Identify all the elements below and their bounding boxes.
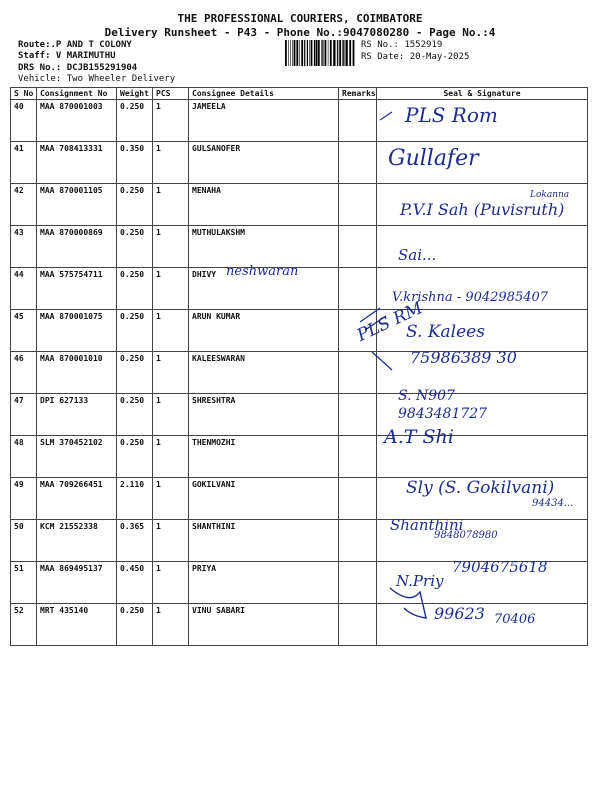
cell-pcs: 1 — [153, 604, 189, 646]
cell-sno: 45 — [11, 310, 37, 352]
col-header-consignment: Consignment No — [37, 88, 117, 100]
cell-sno: 48 — [11, 436, 37, 478]
cell-consignment: MAA 870001010 — [37, 352, 117, 394]
handwritten-note-47: S. N907 — [398, 388, 455, 404]
cell-consignee: VINU SABARI — [189, 604, 339, 646]
cell-weight: 0.250 — [117, 268, 153, 310]
cell-weight: 0.250 — [117, 100, 153, 142]
handwritten-signature-43: Sai... — [398, 246, 437, 264]
cell-sno: 46 — [11, 352, 37, 394]
cell-consignment: DPI 627133 — [37, 394, 117, 436]
handwritten-phone-46: 75986389 30 — [410, 348, 517, 367]
cell-consignment: MAA 869495137 — [37, 562, 117, 604]
cell-consignee: ARUN KUMAR — [189, 310, 339, 352]
handwritten-phone-51: 7904675618 — [452, 558, 548, 576]
cell-weight: 0.250 — [117, 604, 153, 646]
cell-consignee: SHRESHTRA — [189, 394, 339, 436]
col-header-consignee: Consignee Details — [189, 88, 339, 100]
cell-pcs: 1 — [153, 436, 189, 478]
cell-weight: 0.250 — [117, 352, 153, 394]
cell-consignment: MAA 870001003 — [37, 100, 117, 142]
cell-sno: 52 — [11, 604, 37, 646]
handwritten-signature-40: PLS Rom — [405, 103, 498, 127]
handwritten-phone-52b: 70406 — [494, 612, 536, 627]
cell-consignment: MAA 709266451 — [37, 478, 117, 520]
handwritten-signature-49: Sly (S. Gokilvani) — [406, 478, 555, 498]
cell-sno: 41 — [11, 142, 37, 184]
cell-consignee: JAMEELA — [189, 100, 339, 142]
cell-pcs: 1 — [153, 520, 189, 562]
cell-weight: 0.365 — [117, 520, 153, 562]
handwritten-signature-46: S. Kalees — [406, 322, 485, 342]
rs-date: RS Date: 20-May-2025 — [361, 52, 470, 62]
cell-consignee: THENMOZHI — [189, 436, 339, 478]
cell-consignee: KALEESWARAN — [189, 352, 339, 394]
cell-consignee: GOKILVANI — [189, 478, 339, 520]
handwritten-note-45: V.krishna - 9042985407 — [392, 290, 549, 305]
handwritten-note-42a: Lokanna — [530, 190, 570, 200]
cell-consignment: MAA 870000869 — [37, 226, 117, 268]
cell-consignment: MRT 435140 — [37, 604, 117, 646]
cell-sno: 42 — [11, 184, 37, 226]
cell-weight: 0.250 — [117, 436, 153, 478]
cell-pcs: 1 — [153, 352, 189, 394]
cell-pcs: 1 — [153, 142, 189, 184]
col-header-pcs: PCS — [153, 88, 189, 100]
vehicle-label: Vehicle: Two Wheeler Delivery — [18, 74, 176, 84]
cell-weight: 0.250 — [117, 394, 153, 436]
cell-sno: 43 — [11, 226, 37, 268]
handwritten-phone-47: 9843481727 — [398, 406, 488, 422]
cell-consignee: SHANTHINI — [189, 520, 339, 562]
cell-consignee: GULSANOFER — [189, 142, 339, 184]
cell-sno: 47 — [11, 394, 37, 436]
cell-pcs: 1 — [153, 100, 189, 142]
cell-pcs: 1 — [153, 226, 189, 268]
drs-number: DRS No.: DCJB155291904 — [18, 63, 138, 73]
cell-pcs: 1 — [153, 478, 189, 520]
cell-consignment: MAA 870001105 — [37, 184, 117, 226]
handwritten-note-44: neshwaran — [226, 264, 299, 279]
cell-consignment: MAA 870001075 — [37, 310, 117, 352]
cell-pcs: 1 — [153, 184, 189, 226]
cell-consignment: MAA 708413331 — [37, 142, 117, 184]
company-title: THE PROFESSIONAL COURIERS, COIMBATORE — [177, 12, 423, 25]
cell-consignment: SLM 370452102 — [37, 436, 117, 478]
cell-weight: 0.250 — [117, 184, 153, 226]
cell-weight: 0.250 — [117, 226, 153, 268]
col-header-weight: Weight — [117, 88, 153, 100]
cell-sno: 44 — [11, 268, 37, 310]
cell-weight: 0.450 — [117, 562, 153, 604]
handwritten-phone-49: 94434... — [532, 498, 574, 509]
cell-pcs: 1 — [153, 268, 189, 310]
cell-weight: 0.350 — [117, 142, 153, 184]
handwritten-signature-42: P.V.I Sah (Puvisruth) — [400, 200, 565, 219]
cell-sno: 49 — [11, 478, 37, 520]
cell-sno: 51 — [11, 562, 37, 604]
handwritten-stamp-45: PLS RM — [354, 298, 426, 346]
handwritten-phone-52a: 99623 — [434, 604, 485, 623]
cell-sno: 40 — [11, 100, 37, 142]
cell-pcs: 1 — [153, 310, 189, 352]
col-header-sno: S No — [11, 88, 37, 100]
handwritten-phone-50: 9848078980 — [434, 530, 498, 541]
cell-pcs: 1 — [153, 562, 189, 604]
cell-weight: 0.250 — [117, 310, 153, 352]
rs-number: RS No.: 1552919 — [361, 40, 443, 50]
cell-consignee: MENAHA — [189, 184, 339, 226]
runsheet-subtitle: Delivery Runsheet - P43 - Phone No.:9047080280 - Page No.:4 — [104, 26, 496, 39]
cell-weight: 2.110 — [117, 478, 153, 520]
cell-sno: 50 — [11, 520, 37, 562]
cell-consignee: MUTHULAKSHM — [189, 226, 339, 268]
cell-pcs: 1 — [153, 394, 189, 436]
cell-consignee: DHIVY — [189, 268, 339, 310]
route-label: Route:.P AND T COLONY — [18, 40, 132, 50]
col-header-remarks: Remarks — [339, 88, 377, 100]
cell-consignee: PRIYA — [189, 562, 339, 604]
cell-consignment: KCM 21552338 — [37, 520, 117, 562]
cell-consignment: MAA 575754711 — [37, 268, 117, 310]
staff-label: Staff: V MARIMUTHU — [18, 51, 116, 61]
handwritten-signature-51: N.Priy — [396, 572, 444, 590]
handwritten-signature-48: A.T Shi — [384, 426, 454, 448]
col-header-seal: Seal & Signature — [377, 88, 588, 100]
handwritten-signature-50: Shanthini — [390, 516, 464, 534]
handwritten-signature-41: Gullafer — [388, 146, 479, 171]
